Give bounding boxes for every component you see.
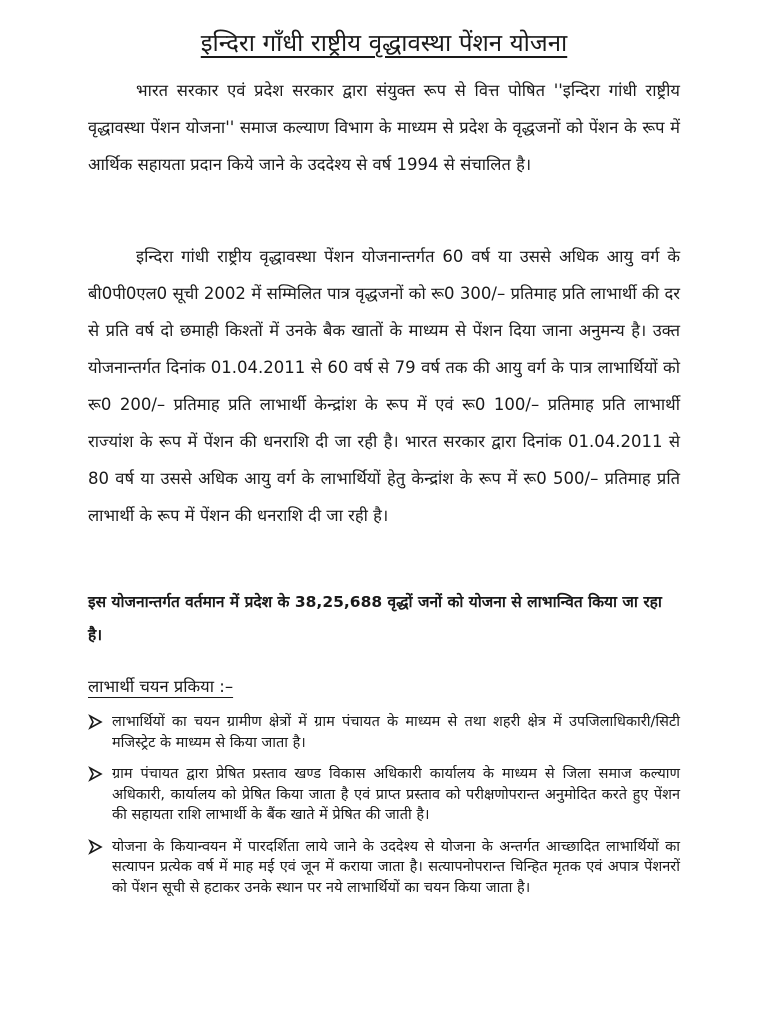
list-item-text: ग्राम पंचायत द्वारा प्रेषित प्रस्ताव खण्ड विकास अधिकारी कार्यालय के माध्यम से जिला समाज कल्याण अधिकारी, कार्यालय को प्रेषित किया जाता है एवं प्राप्त प्रस्ताव को परीक्षणोपरान्त अनुमोदित करते हुए पेंशन की सहायता राशि लाभार्थी के बैंक खाते में प्रेषित की जाती है। xyxy=(112,766,680,823)
page-title xyxy=(0,26,768,59)
list-item xyxy=(88,764,680,826)
beneficiary-summary: इस योजनान्तर्गत वर्तमान में प्रदेश के 38,25,688 वृद्धों जनों को योजना से लाभान्वित किया जा रहा है। xyxy=(88,593,662,644)
list-item xyxy=(88,837,680,899)
list-item-text: योजना के कियान्वयन में पारदर्शिता लाये जाने के उददेश्य से योजना के अन्तर्गत आच्छादित लाभार्थियों का सत्यापन प्रत्येक वर्ष में माह मई एवं जून में कराया जाता है। सत्यापनोपरान्त चिन्हित मृतक एवं अपात्र पेंशनरों को पेंशन सूची से हटाकर उनके स्थान पर नये लाभार्थियों का चयन किया जाता है। xyxy=(112,838,680,896)
list-item xyxy=(88,712,680,753)
arrow-bullet-icon xyxy=(88,712,104,732)
selection-process-heading: लाभार्थी चयन प्रकिया :– xyxy=(88,677,234,696)
selection-process-list xyxy=(88,712,680,909)
page-title-text: इन्दिरा गाँधी राष्ट्रीय वृद्धावस्था पेंशन योजना xyxy=(200,29,568,57)
eligibility-paragraph: इन्दिरा गांधी राष्ट्रीय वृद्धावस्था पेंशन योजनान्तर्गत 60 वर्ष या उससे अधिक आयु वर्ग के बी0पी0एल0 सूची 2002 में सम्मिलित पात्र वृद्धजनों को रू0 300/– प्रतिमाह प्रति लाभार्थी की दर से प्रति वर्ष दो छमाही किश्तों में उनके बैक खातों के माध्यम से पेंशन दिया जाना अनुमन्य है। उक्त योजनान्तर्गत दिनांक 01.04.2011 से 60 वर्ष से 79 वर्ष तक की आयु वर्ग के पात्र लाभार्थियों को रू0 200/– प्रतिमाह प्रति लाभार्थी केन्द्रांश के रूप में एवं रू0 100/– प्रतिमाह प्रति लाभार्थी राज्यांश के रूप में पेंशन की धनराशि दी जा रही है। भारत सरकार द्वारा दिनांक 01.04.2011 से 80 वर्ष या उससे अधिक आयु वर्ग के लाभार्थियों हेतु केन्द्रांश के रूप में रू0 500/– प्रतिमाह प्रति लाभार्थी के रूप में पेंशन की धनराशि दी जा रही है। xyxy=(88,247,680,525)
list-item-text: लाभार्थियों का चयन ग्रामीण क्षेत्रों में ग्राम पंचायत के माध्यम से तथा शहरी क्षेत्र में उपजिलाधिकारी/सिटी मजिस्ट्रेट के माध्यम से किया जाता है। xyxy=(112,714,680,751)
arrow-bullet-icon xyxy=(88,764,104,784)
intro-paragraph: भारत सरकार एवं प्रदेश सरकार द्वारा संयुक्त रूप से वित्त पोषित ''इन्दिरा गांधी राष्ट्रीय वृद्धावस्था पेंशन योजना'' समाज कल्याण विभाग के माध्यम से प्रदेश के वृद्धजनों को पेंशन के रूप में आर्थिक सहायता प्रदान किये जाने के उददेश्य से वर्ष 1994 से संचालित है। xyxy=(88,81,680,174)
arrow-bullet-icon xyxy=(88,837,104,857)
